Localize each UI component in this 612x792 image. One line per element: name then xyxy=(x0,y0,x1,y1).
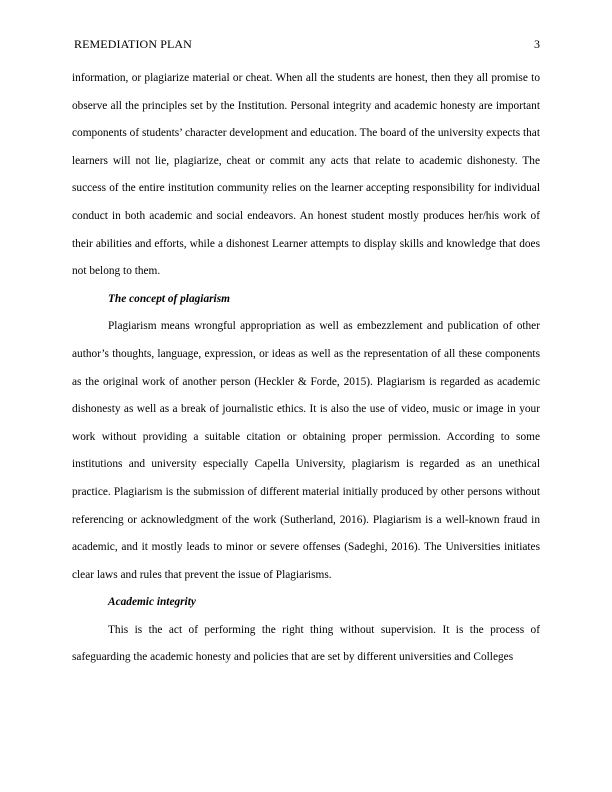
plagiarism-heading: The concept of plagiarism xyxy=(108,292,230,305)
plagiarism-paragraph: Plagiarism means wrongful appropriation as well as embezzlement and publication of other author’s thoughts, language, expression, or ideas as well as the representation of all these components as the original work of another person (Heckler & Forde, 2015). Plagiarism is regarded as academic dishonesty as well as a break of journalistic ethics. It is also the use of video, music or image in your work without providing a suitable citation or obtaining proper permission. According to some institutions and university especially Capella University, plagiarism is regarded as an unethical practice. Plagiarism is the submission of different material initially produced by other persons without referencing or acknowledgment of the work (Sutherland, 2016). Plagiarism is a well-known fraud in academic, and it mostly leads to minor or severe offenses (Sadeghi, 2016). The Universities initiates clear laws and rules that prevent the issue of Plagiarisms. xyxy=(72,320,540,581)
body-text xyxy=(72,65,540,672)
running-head-title: REMEDIATION PLAN xyxy=(74,37,192,51)
page-number: 3 xyxy=(534,37,540,51)
academic-integrity-paragraph: This is the act of performing the right thing without supervision. It is the process of safeguarding the academic honesty and policies that are set by different universities and Colleges xyxy=(72,623,540,664)
running-head xyxy=(74,36,540,52)
continuation-paragraph: information, or plagiarize material or cheat. When all the students are honest, then they all promise to observe all the principles set by the Institution. Personal integrity and academic honesty are important components of students’ character development and education. The board of the university expects that learners will not lie, plagiarize, cheat or commit any acts that relate to academic dishonesty. The success of the entire institution community relies on the learner accepting responsibility for individual conduct in both academic and social endeavors. An honest student mostly produces her/his work of their abilities and efforts, while a dishonest Learner attempts to display skills and knowledge that does not belong to them. xyxy=(72,72,540,278)
academic-integrity-heading: Academic integrity xyxy=(108,596,196,609)
